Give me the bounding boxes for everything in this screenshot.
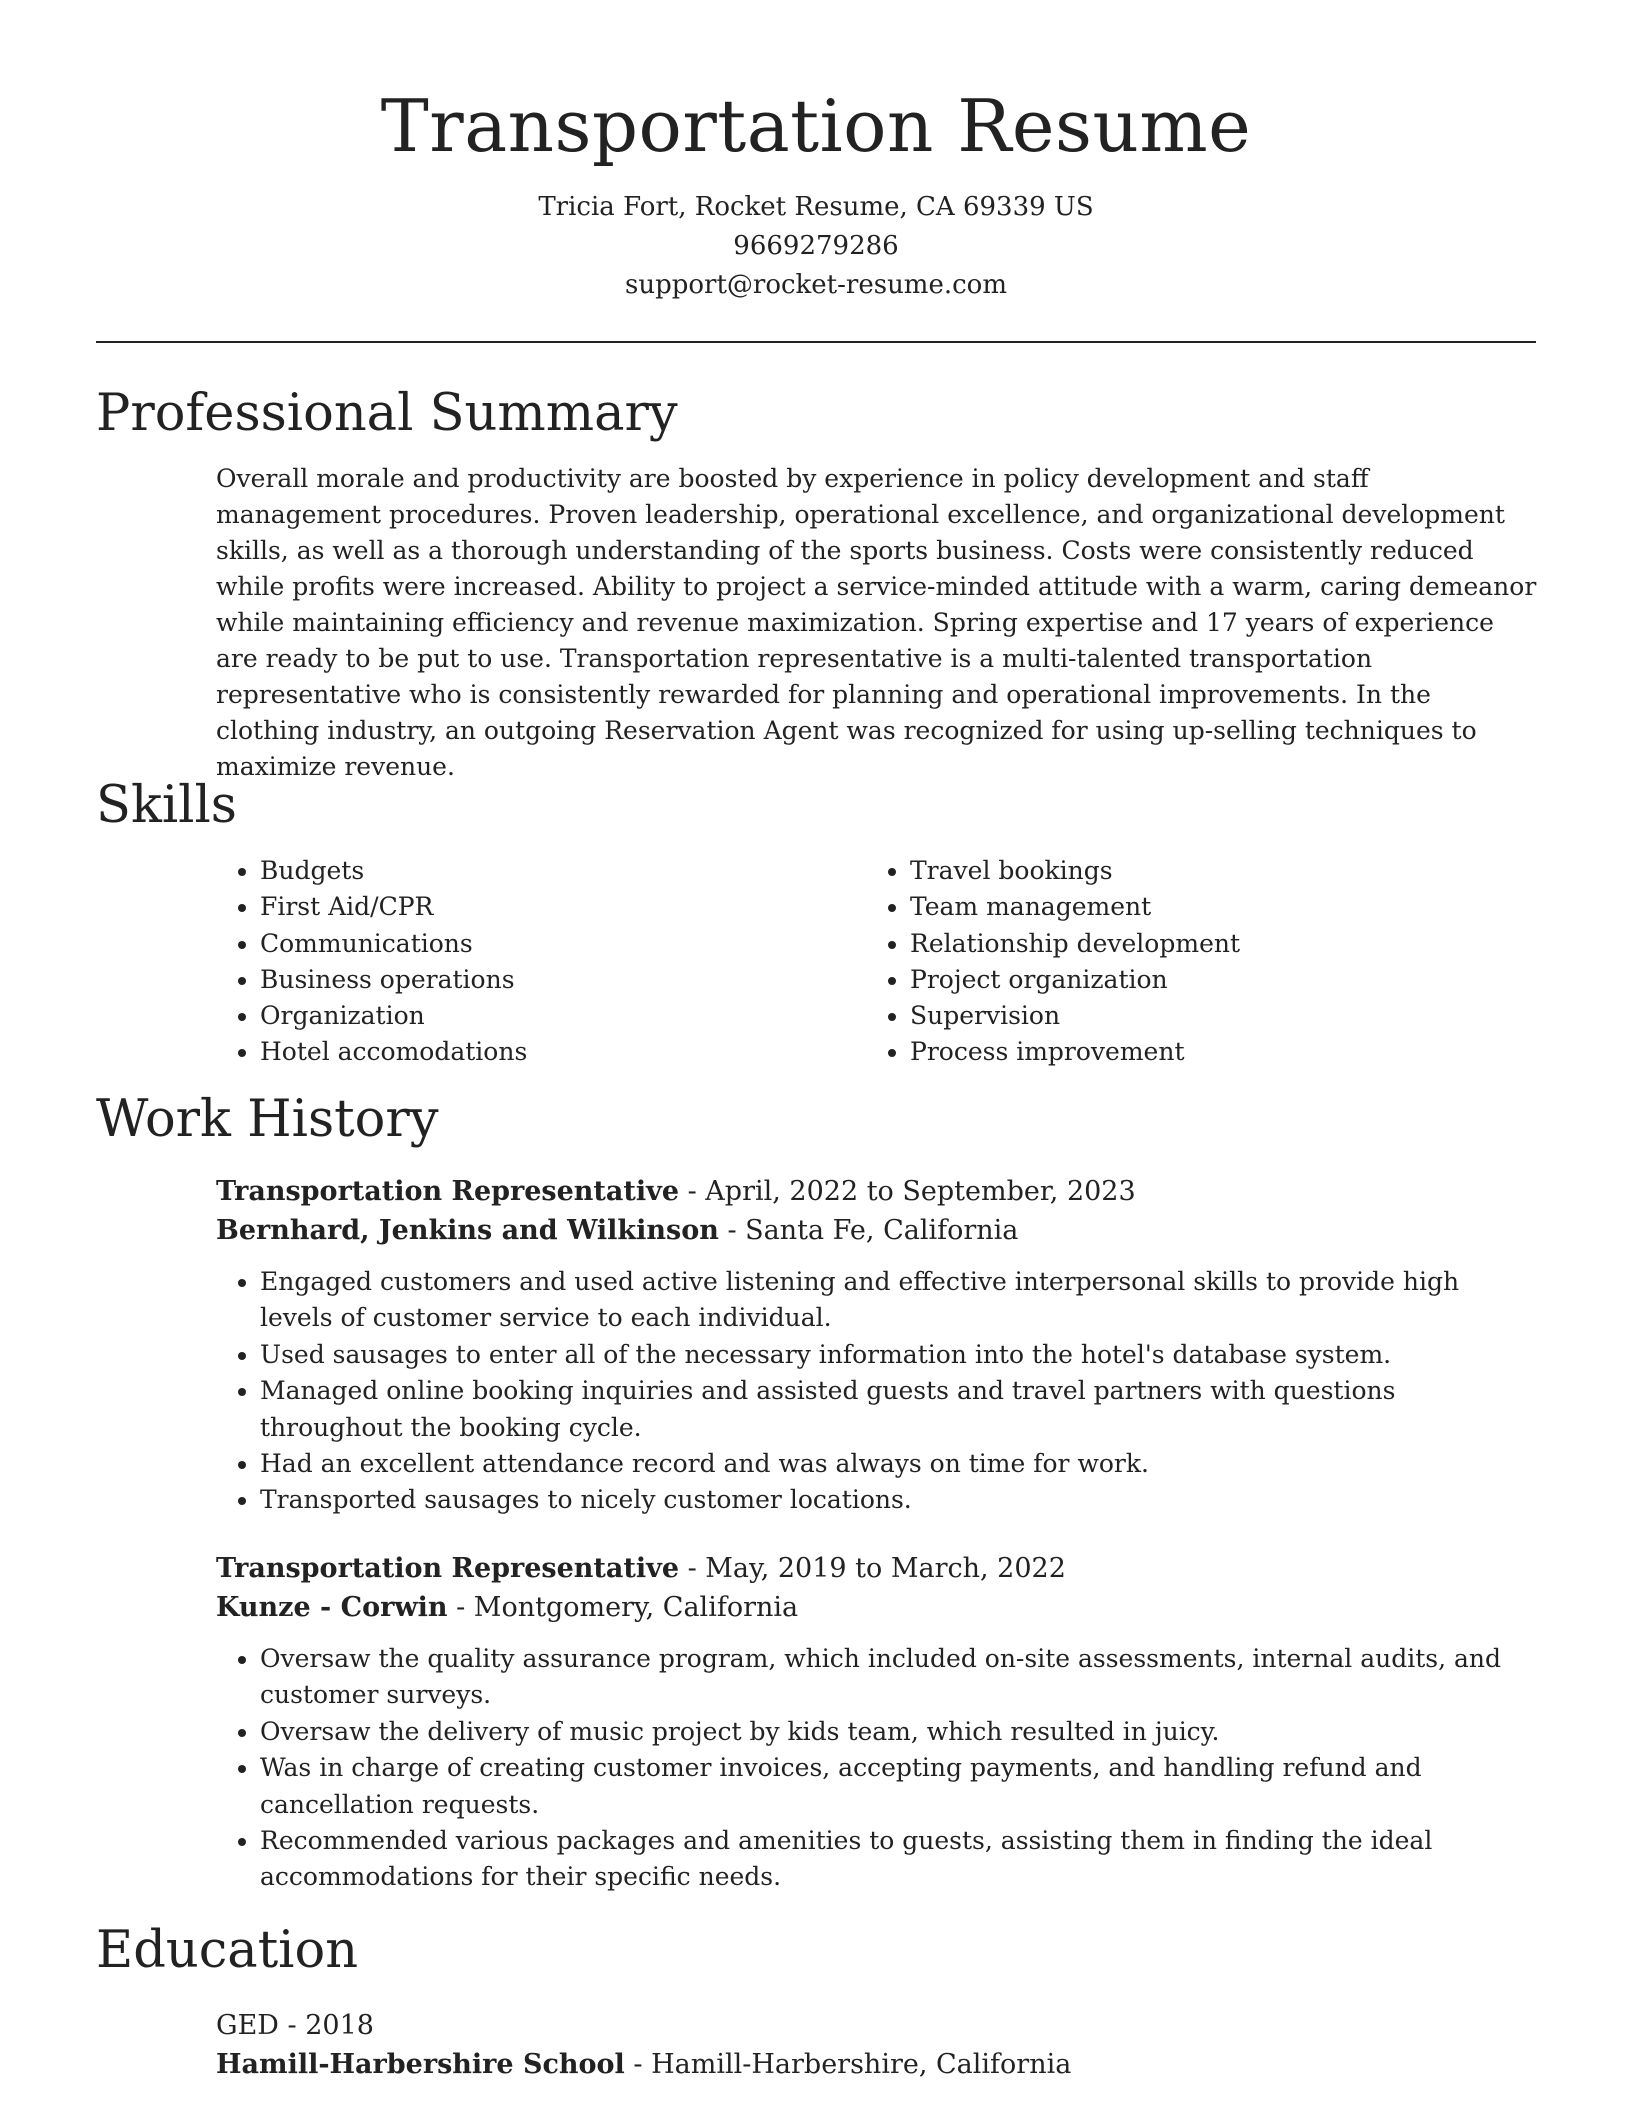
- skills-list: [216, 853, 1538, 1071]
- job-location: - Montgomery, California: [447, 1592, 799, 1623]
- skill-item: • Process improvement: [910, 1034, 1516, 1070]
- skill-item: • Hotel accomodations: [260, 1034, 866, 1070]
- job-bullet: • Oversaw the quality assurance program, which included on-site assessments, internal audits, and customer surveys.: [260, 1641, 1538, 1714]
- job-title: Transportation Representative: [216, 1176, 679, 1207]
- job-bullet: • Oversaw the delivery of music project by kids team, which resulted in juicy.: [260, 1714, 1538, 1750]
- job-title-line: [216, 1549, 1538, 1588]
- skill-item: • First Aid/CPR: [260, 889, 866, 925]
- skill-item: • Organization: [260, 998, 866, 1034]
- skill-item: • Travel bookings: [910, 853, 1516, 889]
- contact-address: Tricia Fort, Rocket Resume, CA 69339 US: [538, 192, 1094, 222]
- job-company-line: [216, 1588, 1538, 1627]
- skill-item: • Communications: [260, 926, 866, 962]
- resume-title: Transportation Resume: [380, 84, 1252, 168]
- contact-phone: 9669279286: [733, 231, 899, 261]
- summary-text: Overall morale and productivity are boosted by experience in policy development and staff management procedures. Proven leadership, operational excellence, and organizational development skills, as well as a thorough understanding of the sports business. Costs were consistently reduced while profits were increased. Ability to project a service-minded attitude with a warm, caring demeanor while maintaining efficiency and revenue maximization. Spring expertise and 17 years of experience are ready to be put to use. Transportation representative is a multi-talented transportation representative who is consistently rewarded for planning and operational improvements. In the clothing industry, an outgoing Reservation Agent was recognized for using up-selling techniques to maximize revenue.: [216, 464, 1537, 781]
- skill-item: • Team management: [910, 889, 1516, 925]
- job-bullet: • Engaged customers and used active listening and effective interpersonal skills to provide high levels of customer service to each individual.: [260, 1264, 1538, 1337]
- job-bullets: [216, 1641, 1538, 1896]
- job-bullet: • Transported sausages to nicely customer locations.: [260, 1482, 1538, 1518]
- job-bullet: • Recommended various packages and amenities to guests, assisting them in finding the ideal accommodations for their specific needs.: [260, 1823, 1538, 1896]
- skill-item: • Budgets: [260, 853, 866, 889]
- summary-heading: Professional Summary: [96, 384, 678, 443]
- education-entry: [216, 2006, 1538, 2084]
- job-bullet: • Was in charge of creating customer invoices, accepting payments, and handling refund and cancellation requests.: [260, 1750, 1538, 1823]
- job-title: Transportation Representative: [216, 1553, 679, 1584]
- skills-column-right: [866, 853, 1516, 1071]
- job-dates: - April, 2022 to September, 2023: [679, 1176, 1136, 1207]
- education-school-line: [216, 2045, 1538, 2084]
- job-company: Bernhard, Jenkins and Wilkinson: [216, 1215, 719, 1246]
- education-school: Hamill-Harbershire School: [216, 2049, 625, 2080]
- job-bullet: • Used sausages to enter all of the necessary information into the hotel's database system.: [260, 1337, 1538, 1373]
- education-degree: GED - 2018: [216, 2010, 374, 2041]
- skill-item: • Business operations: [260, 962, 866, 998]
- resume-header: [96, 78, 1536, 305]
- skill-item: • Supervision: [910, 998, 1516, 1034]
- job-bullets: [216, 1264, 1538, 1519]
- job-bullet: • Had an excellent attendance record and was always on time for work.: [260, 1446, 1538, 1482]
- job-bullet: • Managed online booking inquiries and assisted guests and travel partners with questions throughout the booking cycle.: [260, 1373, 1538, 1446]
- education-location: - Hamill-Harbershire, California: [624, 2049, 1072, 2080]
- skills-column-left: [216, 853, 866, 1071]
- contact-block: [96, 188, 1536, 305]
- skills-heading: Skills: [96, 776, 237, 835]
- skill-item: • Project organization: [910, 962, 1516, 998]
- job-company: Kunze - Corwin: [216, 1592, 448, 1623]
- header-divider: [96, 341, 1536, 343]
- job-location: - Santa Fe, California: [718, 1215, 1019, 1246]
- education-heading: Education: [96, 1921, 359, 1980]
- skill-item: • Relationship development: [910, 926, 1516, 962]
- job-entry: [216, 1549, 1538, 1896]
- job-company-line: [216, 1211, 1538, 1250]
- job-dates: - May, 2019 to March, 2022: [679, 1553, 1066, 1584]
- job-entry: [216, 1172, 1538, 1519]
- work-history-heading: Work History: [96, 1090, 439, 1149]
- job-title-line: [216, 1172, 1538, 1211]
- contact-email: support@rocket-resume.com: [624, 270, 1007, 300]
